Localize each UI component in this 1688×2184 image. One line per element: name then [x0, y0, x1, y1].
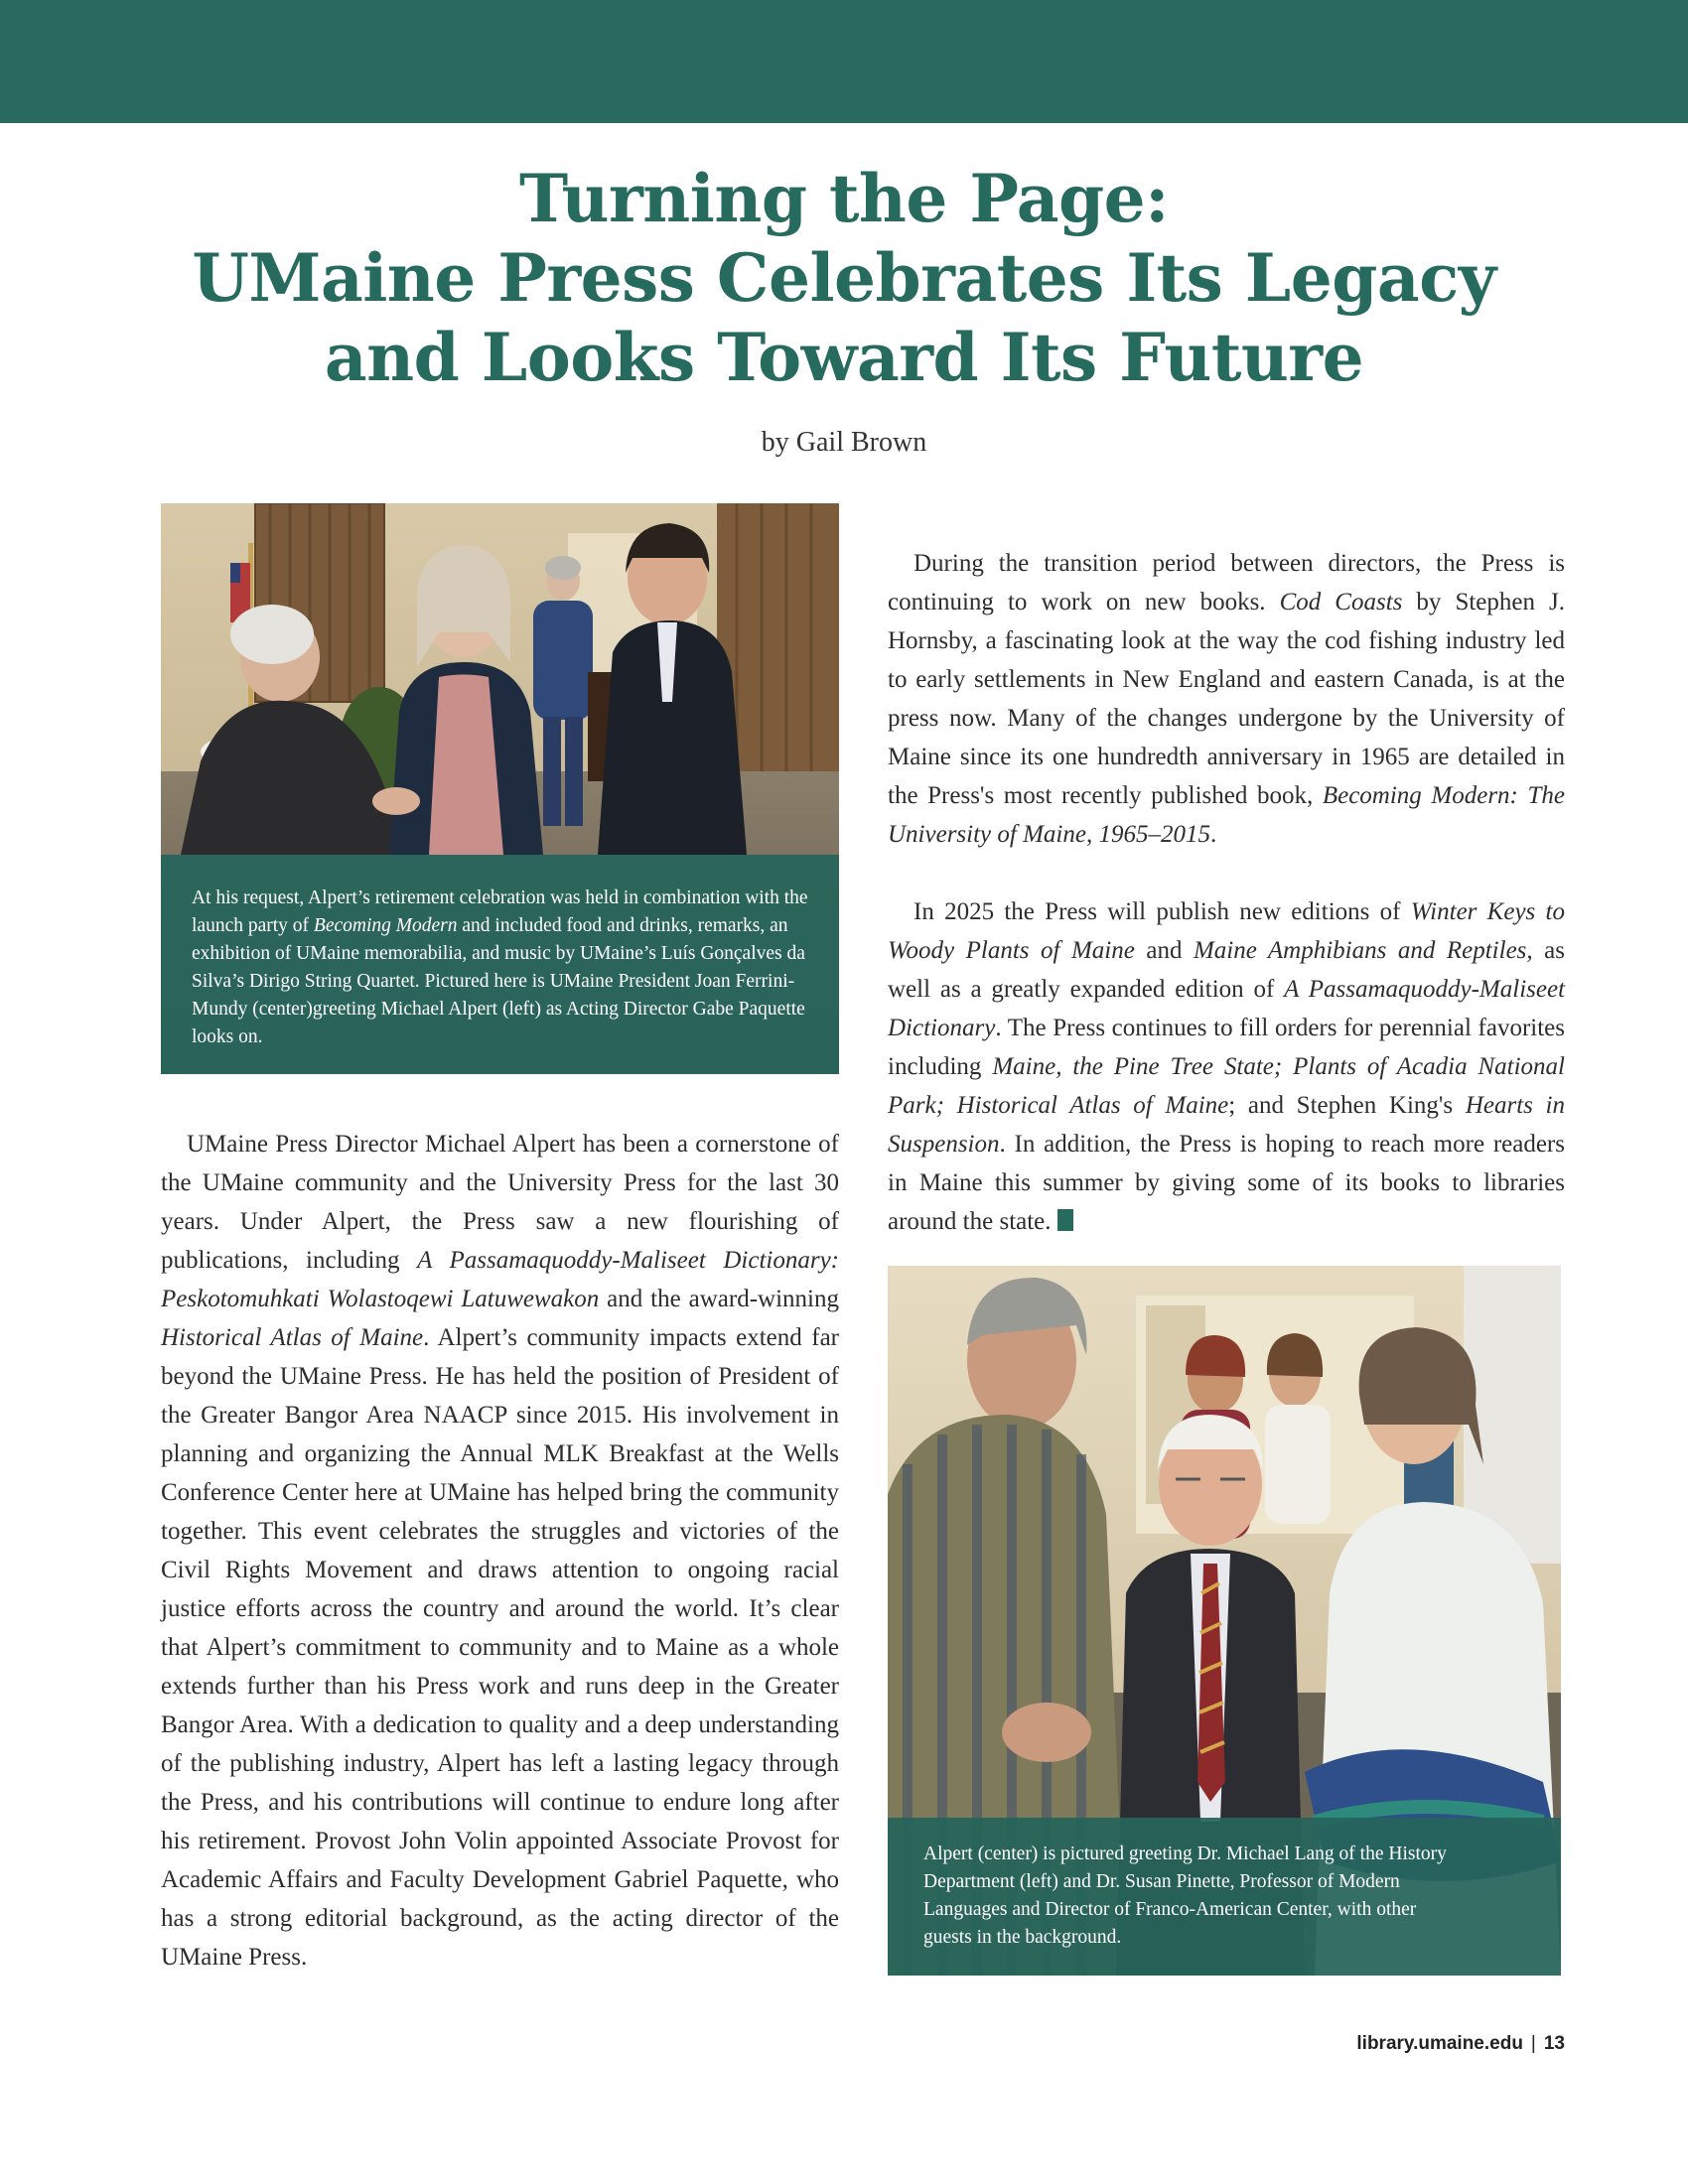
text-segment: . The Press continues to fill orders for perennial favorites including [888, 1015, 1565, 1080]
caption1-book-title: Becoming Modern [313, 915, 458, 936]
caption1-text-end: and included food and drinks, remarks, an exhibition of UMaine memorabilia, and music by UMaine’s Luís Gonçalves da Silva’s Dirigo String Quartet. Pictured here is UMaine President Joan Ferrini-Mundy (center)greeting Michael Alpert (left) as Acting Director Gabe Paquette looks on. [192, 915, 805, 1047]
footer-url[interactable]: library.umaine.edu [1356, 2033, 1523, 2054]
text-segment: as well as a greatly expanded edition of [888, 937, 1565, 1003]
book-title-amphibians: Maine Amphibians and Reptiles, [1193, 937, 1533, 964]
page-footer [1356, 2033, 1565, 2055]
text-segment: and [1134, 937, 1194, 964]
article-body-right [888, 544, 1565, 1241]
photo-retirement-celebration [161, 503, 839, 1074]
text-segment: . [1209, 821, 1217, 848]
end-of-article-mark [1057, 1209, 1073, 1231]
footer-separator: | [1530, 2033, 1536, 2054]
caption2-text: Alpert (center) is pictured greeting Dr. Michael Lang of the History Department (left) and Dr. Susan Pinette, Professor of Modern Languages and Director of Franco-American Center, with other guests in the background. [923, 1843, 1447, 1948]
photo-alpert-greeting [888, 1266, 1561, 1976]
book-title-atlas: Historical Atlas of Maine [161, 1324, 424, 1351]
book-title-winter-keys: Winter Keys to Woody Plants of Maine [888, 898, 1565, 964]
text-segment: . Alpert’s community impacts extend far beyond the UMaine Press. He has held the position of President of the Greater Bangor Area NAACP since 2015. His involvement in planning and organizing the Annual MLK Breakfast at the Wells Conference Center here at UMaine has helped bring the community together. This event celebrates the struggles and victories of the Civil Rights Movement and draws attention to ongoing racial justice efforts across the country and around the world. It’s clear that Alpert’s commitment to community and to Maine as a whole extends further than his Press work and runs deep in the Greater Bangor Area. With a dedication to quality and a deep understanding of the publishing industry, Alpert has left a lasting legacy through the Press, and his contributions will continue to endure long after his retirement. Provost John Volin appointed Associate Provost for Academic Affairs and Faculty Development Gabriel Paquette, who has a strong editorial background, as the acting director of the UMaine Press. [161, 1324, 839, 1971]
text-segment: UMaine Press Director Michael Alpert has been a cornerstone of the UMaine community and the University Press for the last 30 years. Under Alpert, the Press saw a new flourishing of publications, including [161, 1131, 839, 1274]
text-segment: by Stephen J. Hornsby, a fascinating look at the way the cod fishing industry led to early settlements in New England and eastern Canada, is at the press now. Many of the changes undergone by the University of Maine since its one hundredth anniversary in 1965 are detailed in the Press's most recently published book, [888, 589, 1565, 809]
book-title-dictionary: A Passamaquoddy-Maliseet Dictionary [888, 976, 1566, 1041]
photo1-caption [161, 855, 839, 1074]
page-title [0, 159, 1688, 397]
header-band [0, 0, 1688, 123]
text-segment: In 2025 the Press will publish new editions of [914, 898, 1411, 925]
book-title-becoming-modern: Becoming Modern: The University of Maine, 1965–2015 [888, 782, 1565, 848]
title-line-3: and Looks Toward Its Future [324, 319, 1364, 396]
title-line-2: UMaine Press Celebrates Its Legacy [192, 239, 1496, 317]
paragraph-alpert [161, 1125, 839, 1977]
paragraph-2025 [888, 892, 1565, 1241]
text-segment: . In addition, the Press is hoping to reach more readers in Maine this summer by giving some of its books to libraries around the state. [888, 1131, 1565, 1235]
text-segment: During the transition period between directors, the Press is continuing to work on new books. [888, 550, 1565, 615]
title-line-1: Turning the Page: [518, 160, 1170, 237]
book-title-dictionary: A Passamaquoddy-Maliseet Dictionary: Peskotomuhkati Wolastoqewi Latuwewakon [161, 1247, 840, 1312]
book-title-hearts-in-suspension: Hearts in Suspension [888, 1092, 1565, 1158]
photo2-caption [888, 1818, 1561, 1976]
page-number: 13 [1543, 2033, 1565, 2054]
paragraph-transition [888, 544, 1565, 854]
text-segment: and the award-winning [599, 1286, 839, 1312]
caption1-text: At his request, Alpert’s retirement celebration was held in combination with the launch party of [192, 887, 808, 936]
byline: by Gail Brown [761, 427, 927, 458]
book-titles-favorites: Maine, the Pine Tree State; Plants of Acadia National Park; Historical Atlas of Maine [888, 1053, 1565, 1119]
article-body-left [161, 1125, 839, 1977]
text-segment: ; and Stephen King's [1228, 1092, 1466, 1119]
book-title-cod-coasts: Cod Coasts [1279, 589, 1403, 615]
